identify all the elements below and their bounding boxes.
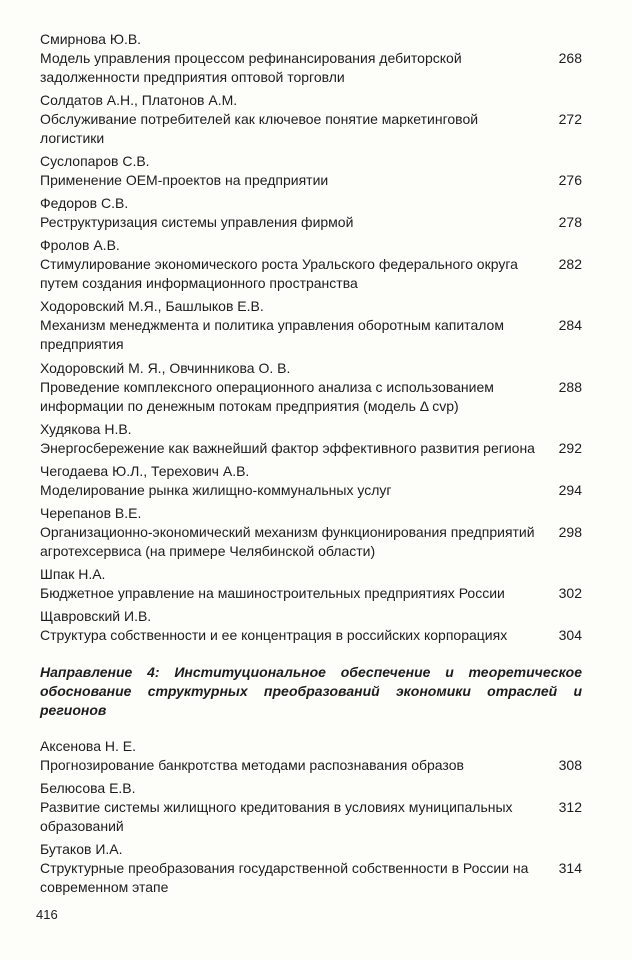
entry-authors: Фролов А.В. (40, 237, 120, 254)
toc-entry (40, 30, 582, 87)
toc-section-1 (40, 30, 582, 645)
entry-authors: Ходоровский М. Я., Овчинникова О. В. (40, 359, 291, 376)
toc-entry (40, 420, 582, 458)
entry-page-number: 278 (558, 214, 582, 231)
entry-authors: Черепанов В.Е. (40, 504, 142, 521)
entry-title-row (40, 378, 582, 416)
entry-title-row (40, 523, 582, 561)
section-4-heading: Направление 4: Институциональное обеспечение и теоретическое обоснование структурных преобразований экономики отраслей и регионов (40, 663, 582, 718)
entry-page-number: 292 (558, 439, 582, 456)
entry-page-number: 272 (558, 111, 582, 128)
entry-authors: Худякова Н.В. (40, 420, 132, 437)
entry-title-row (40, 255, 582, 293)
entry-title: Моделирование рынка жилищно-коммунальных услуг (40, 481, 392, 498)
entry-page-number: 314 (558, 860, 582, 877)
entry-page-number: 284 (558, 317, 582, 334)
toc-entry (40, 91, 582, 148)
entry-title-row (40, 584, 582, 603)
toc-entry (40, 236, 582, 293)
toc-section-2 (40, 737, 582, 897)
entry-title: Энергосбережение как важнейший фактор эффективного развития региона (40, 439, 535, 456)
entry-title-row (40, 49, 582, 87)
toc-entry (40, 565, 582, 603)
entry-title: Структурные преобразования государственной собственности в России на современном этапе (40, 860, 529, 896)
entry-authors: Шпак Н.А. (40, 565, 106, 582)
entry-page-number: 276 (558, 172, 582, 189)
toc-entry (40, 840, 582, 897)
entry-title-row (40, 756, 582, 775)
entry-authors: Чегодаева Ю.Л., Терехович А.В. (40, 462, 250, 479)
entry-page-number: 308 (558, 757, 582, 774)
entry-page-number: 288 (558, 378, 582, 395)
entry-title: Проведение комплексного операционного анализа с использованием информации по денежным потокам предприятия (модель Δ cvp) (40, 378, 494, 414)
entry-title-row (40, 626, 582, 645)
entry-authors: Белюсова Е.В. (40, 780, 136, 797)
toc-entry (40, 359, 582, 416)
entry-authors: Бутаков И.А. (40, 841, 123, 858)
toc-entry (40, 462, 582, 500)
entry-title: Механизм менеджмента и политика управления оборотным капиталом предприятия (40, 317, 504, 353)
entry-title-row (40, 171, 582, 190)
entry-title: Прогнозирование банкротства методами распознавания образов (40, 757, 464, 774)
entry-title-row (40, 859, 582, 897)
entry-page-number: 282 (558, 256, 582, 273)
toc-entry (40, 737, 582, 775)
entry-authors: Аксенова Н. Е. (40, 738, 136, 755)
entry-authors: Ходоровский М.Я., Башлыков Е.В. (40, 298, 264, 315)
entry-page-number: 302 (558, 584, 582, 601)
entry-title-row (40, 213, 582, 232)
entry-authors: Суслопаров С.В. (40, 153, 150, 170)
entry-title: Организационно-экономический механизм функционирования предприятий агротехсервиса (на примере Челябинской области) (40, 523, 535, 559)
toc-entry (40, 152, 582, 190)
toc-entry (40, 504, 582, 561)
page-footer (36, 906, 58, 924)
entry-authors: Федоров С.В. (40, 195, 129, 212)
entry-title-row (40, 481, 582, 500)
entry-page-number: 298 (558, 523, 582, 540)
toc-entry (40, 779, 582, 836)
toc-entry (40, 194, 582, 232)
entry-authors: Солдатов А.Н., Платонов А.М. (40, 92, 238, 109)
toc-entry (40, 297, 582, 354)
toc-entry (40, 607, 582, 645)
entry-title: Применение ОЕМ-проектов на предприятии (40, 172, 329, 189)
entry-title: Бюджетное управление на машиностроительных предприятиях России (40, 584, 505, 601)
entry-title-row (40, 798, 582, 836)
entry-page-number: 268 (558, 50, 582, 67)
entry-authors: Щавровский И.В. (40, 607, 152, 624)
entry-title-row (40, 439, 582, 458)
entry-page-number: 312 (558, 799, 582, 816)
footer-page-number: 416 (36, 907, 58, 923)
entry-title: Развитие системы жилищного кредитования в условиях муниципальных образований (40, 799, 513, 835)
entry-page-number: 294 (558, 481, 582, 498)
entry-page-number: 304 (558, 626, 582, 643)
entry-title-row (40, 316, 582, 354)
entry-title: Стимулирование экономического роста Уральского федерального округа путем создания информационного пространства (40, 256, 518, 292)
entry-authors: Смирнова Ю.В. (40, 31, 142, 47)
entry-title: Обслуживание потребителей как ключевое понятие маркетинговой логистики (40, 111, 479, 147)
entry-title: Реструктуризация системы управления фирмой (40, 214, 354, 231)
entry-title: Модель управления процессом рефинансирования дебиторской задолженности предприятия оптовой торговли (40, 50, 462, 86)
entry-title: Структура собственности и ее концентрация в российских корпорациях (40, 626, 508, 643)
entry-title-row (40, 110, 582, 148)
